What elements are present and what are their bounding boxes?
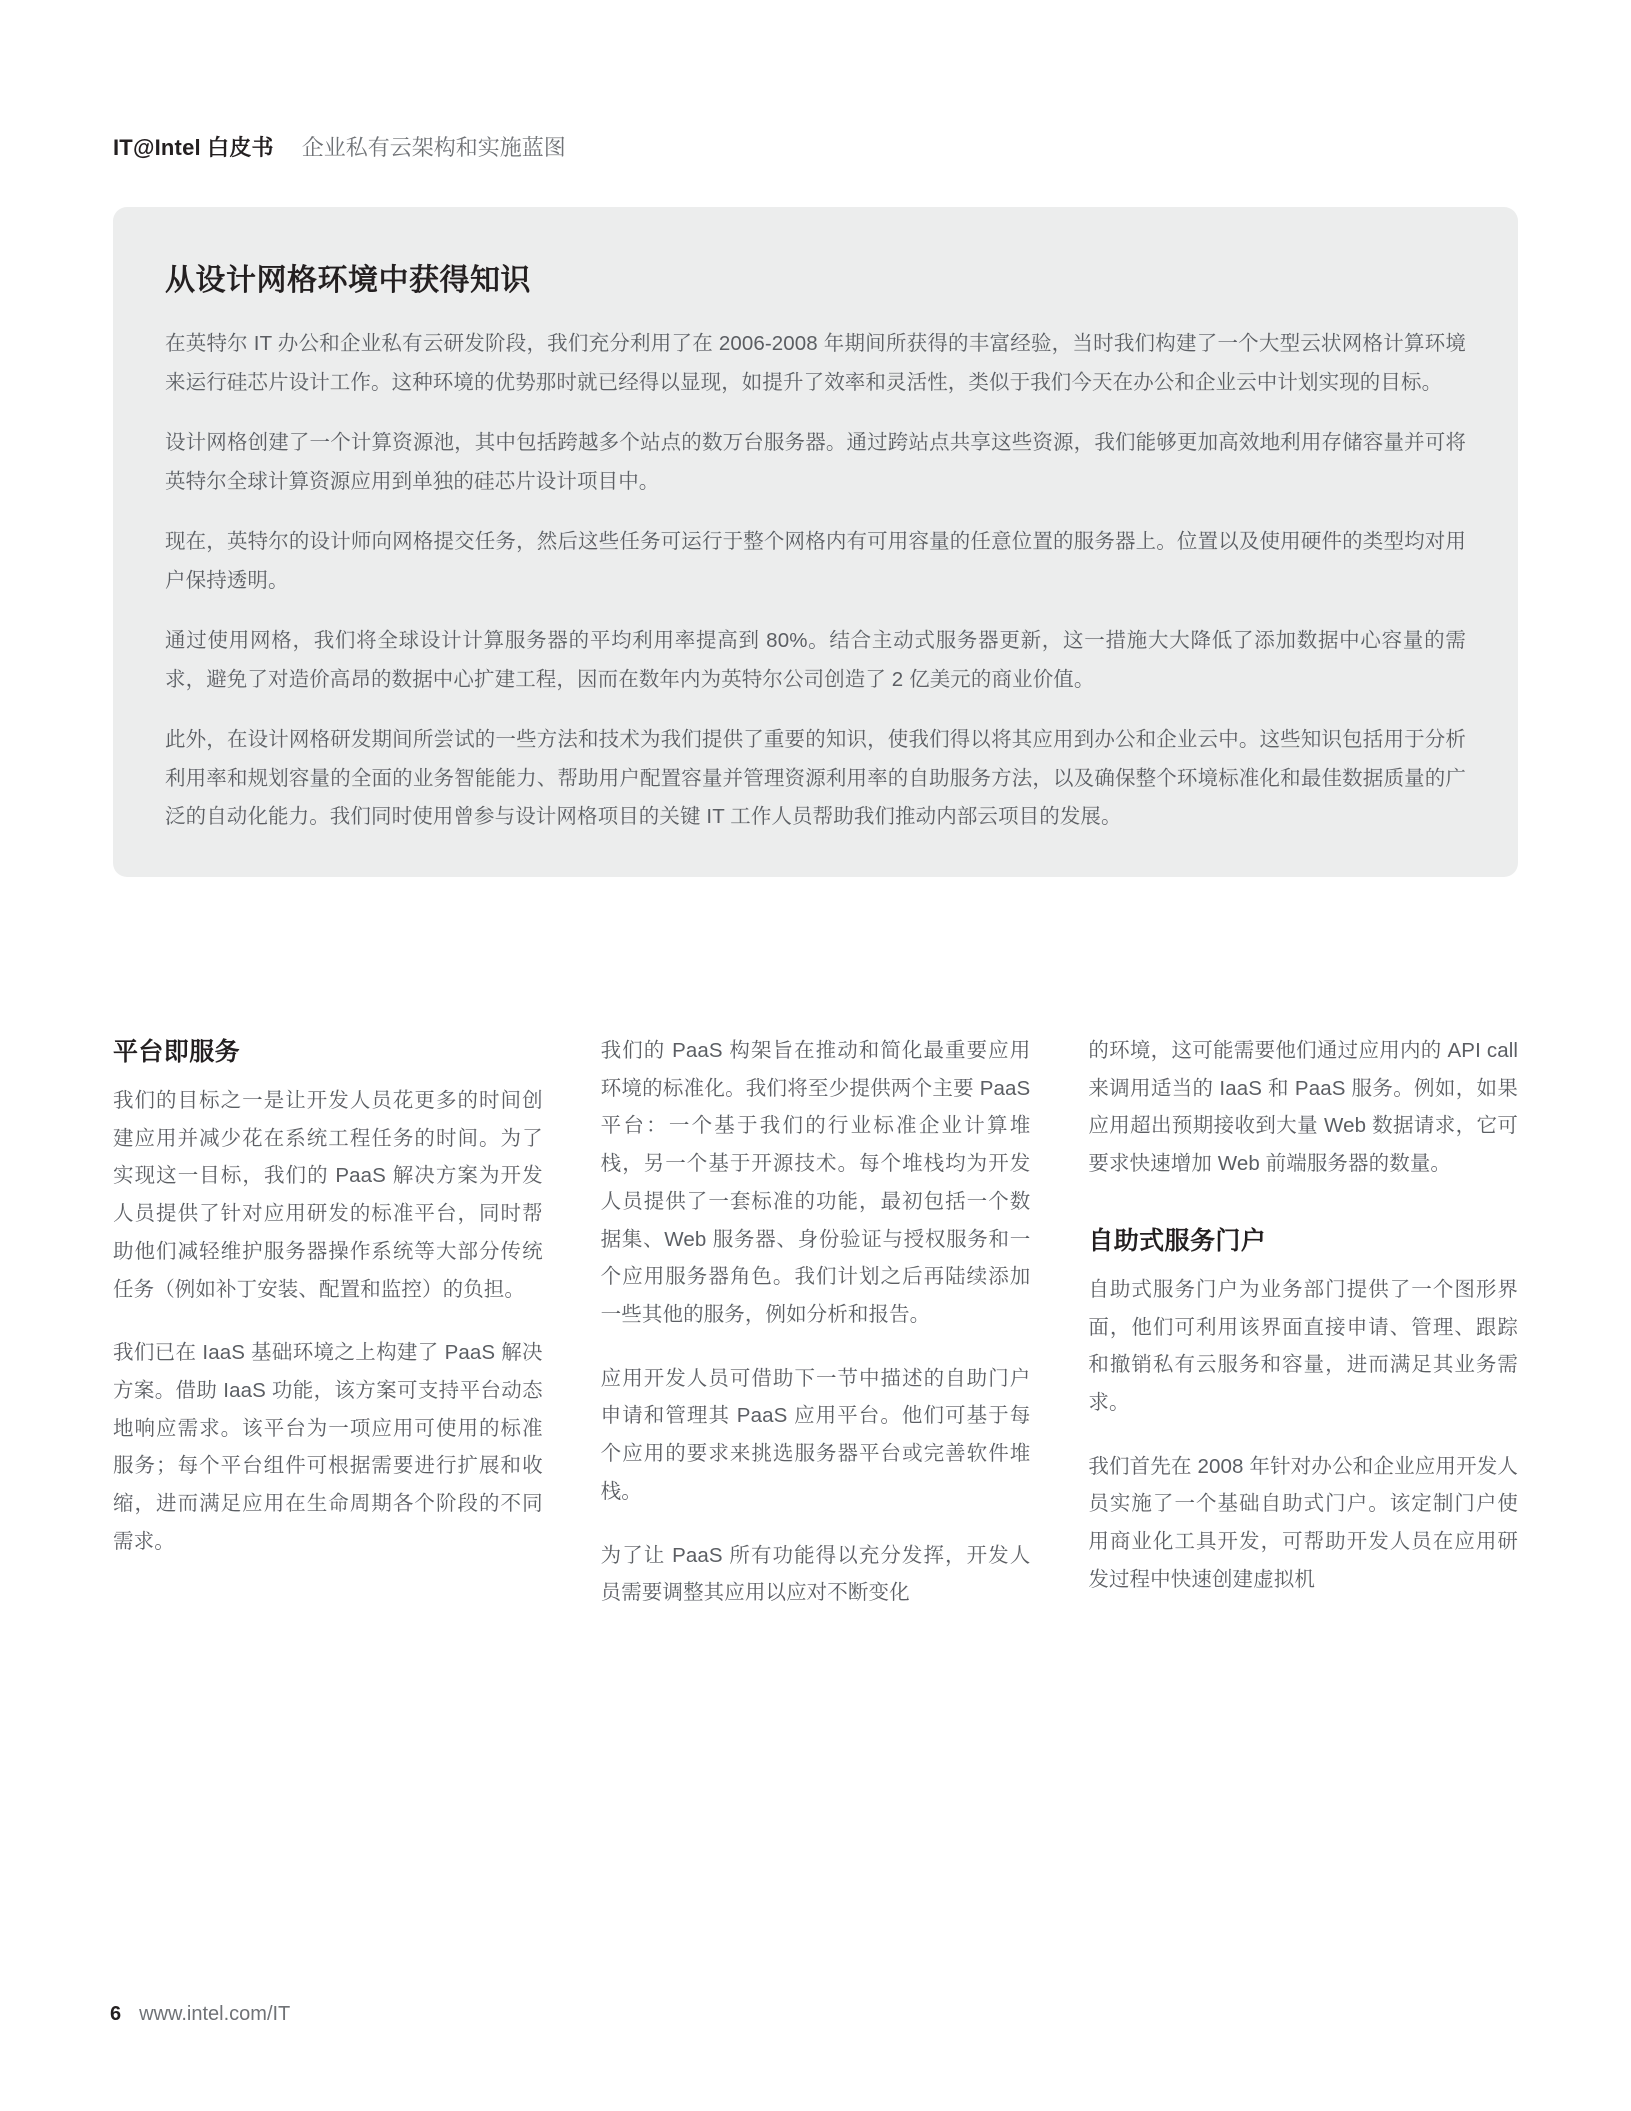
column-three-continuation-paragraph: 的环境，这可能需要他们通过应用内的 API call 来调用适当的 IaaS 和 PaaS 服务。例如，如果应用超出预期接收到大量 Web 数据请求，它可要求快速增加 Web 前端服务器的数量。 bbox=[1088, 1039, 1519, 1176]
column-three-paragraph-2: 我们首先在 2008 年针对办公和企业应用开发人员实施了一个基础自助式门户。该定制门户使用商业化工具开发，可帮助开发人员在应用研发过程中快速创建虚拟机 bbox=[1088, 1454, 1519, 1591]
header-brand-title: IT@Intel 白皮书 bbox=[113, 135, 274, 160]
section-heading-platform-as-a-service: 平台即服务 bbox=[113, 1038, 241, 1066]
column-two-paragraph-3: 为了让 PaaS 所有功能得以充分发挥，开发人员需要调整其应用以应对不断变化 bbox=[600, 1543, 1031, 1605]
callout-paragraph-3: 现在，英特尔的设计师向网格提交任务，然后这些任务可运行于整个网格内有可用容量的任意位置的服务器上。位置以及使用硬件的类型均对用户保持透明。 bbox=[165, 530, 1466, 592]
footer-page-number: 6 bbox=[110, 2003, 122, 2025]
callout-paragraph-5: 此外，在设计网格研发期间所尝试的一些方法和技术为我们提供了重要的知识，使我们得以将其应用到办公和企业云中。这些知识包括用于分析利用率和规划容量的全面的业务智能能力、帮助用户配置容量并管理资源利用率的自助服务方法，以及确保整个环境标准化和最佳数据质量的广泛的自动化能力。我们同时使用曾参与设计网格项目的关键 IT 工作人员帮助我们推动内部云项目的发展。 bbox=[165, 728, 1466, 829]
callout-paragraph-1: 在英特尔 IT 办公和企业私有云研发阶段，我们充分利用了在 2006-2008 年期间所获得的丰富经验，当时我们构建了一个大型云状网格计算环境来运行硅芯片设计工作。这种环境的优势那时就已经得以显现，如提升了效率和灵活性，类似于我们今天在办公和企业云中计划实现的目标。 bbox=[165, 332, 1466, 394]
column-one-paragraph-2: 我们已在 IaaS 基础环境之上构建了 PaaS 解决方案。借助 IaaS 功能，该方案可支持平台动态地响应需求。该平台为一项应用可使用的标准服务；每个平台组件可根据需要进行扩展和收缩，进而满足应用在生命周期各个阶段的不同需求。 bbox=[113, 1341, 543, 1553]
highlight-callout-box bbox=[113, 207, 1518, 877]
column-two bbox=[601, 1032, 1031, 1612]
column-three bbox=[1088, 1032, 1518, 1612]
page-header bbox=[113, 131, 566, 162]
section-heading-self-service-portal: 自助式服务门户 bbox=[1088, 1226, 1267, 1255]
column-one bbox=[113, 1032, 543, 1612]
footer-url-link[interactable]: www.intel.com/IT bbox=[139, 2003, 291, 2025]
column-one-paragraph-1: 我们的目标之一是让开发人员花更多的时间创建应用并减少花在系统工程任务的时间。为了实现这一目标，我们的 PaaS 解决方案为开发人员提供了针对应用研发的标准平台，同时帮助他们减轻维护服务器操作系统等大部分传统任务（例如补丁安装、配置和监控）的负担。 bbox=[113, 1089, 543, 1301]
callout-paragraph-4: 通过使用网格，我们将全球设计计算服务器的平均利用率提高到 80%。结合主动式服务器更新，这一措施大大降低了添加数据中心容量的需求，避免了对造价高昂的数据中心扩建工程，因而在数年内为英特尔公司创造了 2 亿美元的商业价值。 bbox=[165, 629, 1466, 691]
header-document-subtitle: 企业私有云架构和实施蓝图 bbox=[301, 135, 566, 160]
callout-paragraph-2: 设计网格创建了一个计算资源池，其中包括跨越多个站点的数万台服务器。通过跨站点共享这些资源，我们能够更加高效地利用存储容量并可将英特尔全球计算资源应用到单独的硅芯片设计项目中。 bbox=[165, 431, 1466, 493]
body-columns bbox=[113, 1032, 1518, 1612]
column-two-paragraph-2: 应用开发人员可借助下一节中描述的自助门户申请和管理其 PaaS 应用平台。他们可基于每个应用的要求来挑选服务器平台或完善软件堆栈。 bbox=[600, 1366, 1031, 1503]
page-footer bbox=[110, 2003, 290, 2026]
callout-heading: 从设计网格环境中获得知识 bbox=[165, 264, 531, 297]
column-three-paragraph-1: 自助式服务门户为业务部门提供了一个图形界面，他们可利用该界面直接申请、管理、跟踪和撤销私有云服务和容量，进而满足其业务需求。 bbox=[1088, 1277, 1519, 1415]
column-two-paragraph-1: 我们的 PaaS 构架旨在推动和简化最重要应用环境的标准化。我们将至少提供两个主要 PaaS 平台：一个基于我们的行业标准企业计算堆栈，另一个基于开源技术。每个堆栈均为开发人员提供了一套标准的功能，最初包括一个数据集、Web 服务器、身份验证与授权服务和一个应用服务器角色。我们计划之后再陆续添加一些其他的服务，例如分析和报告。 bbox=[600, 1039, 1031, 1327]
